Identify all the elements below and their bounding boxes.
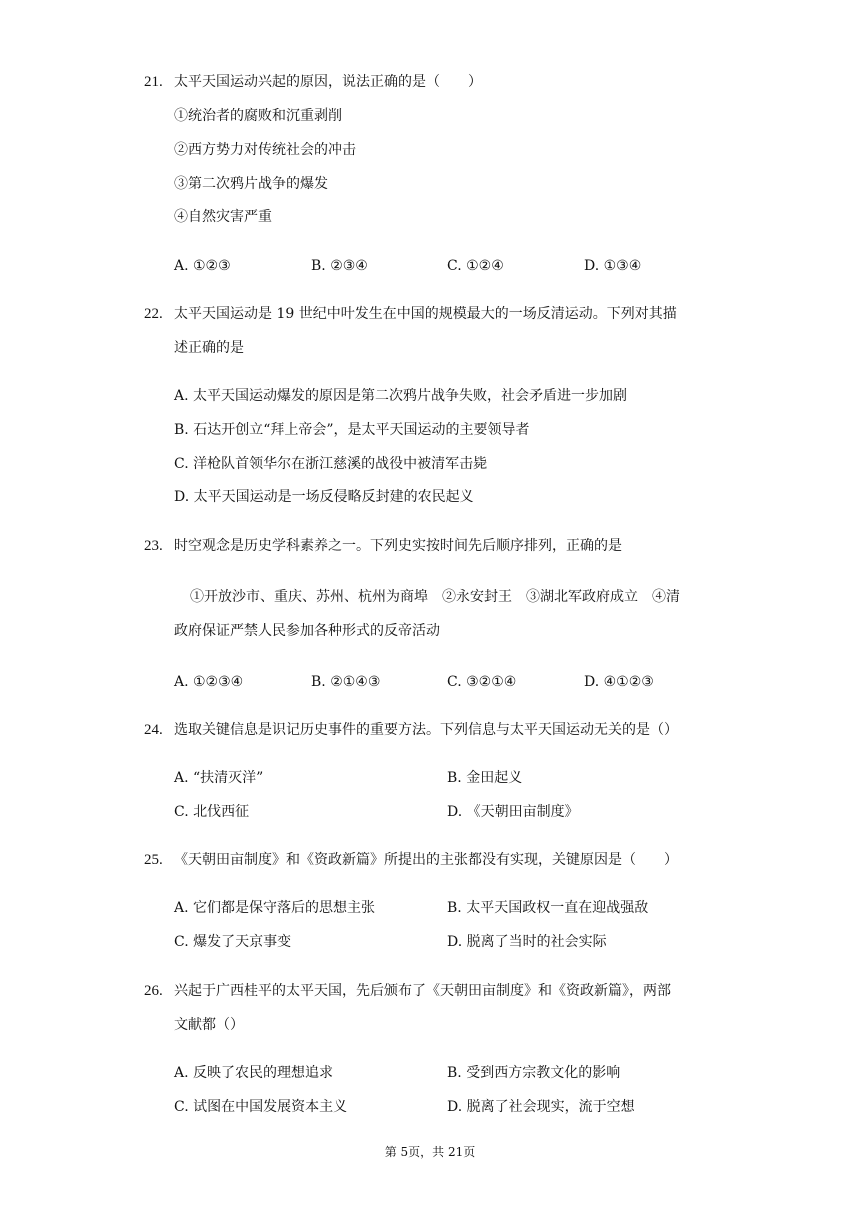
option-c: C. 试图在中国发展资本主义 <box>174 1099 348 1115</box>
option-d: D. ④①②③ <box>584 674 654 690</box>
question-number: 25. <box>144 852 163 868</box>
option-a: A. 它们都是保守落后的思想主张 <box>174 900 376 916</box>
question-number: 24. <box>144 722 163 738</box>
statement-item: ①开放沙市、重庆、苏州、杭州为商埠 ②永安封王 ③湖北军政府成立 ④清 <box>190 589 680 605</box>
question-stem: 太平天国运动兴起的原因，说法正确的是（ ） <box>174 74 482 90</box>
option-c: C. 爆发了天京事变 <box>174 934 292 950</box>
question-number: 21. <box>144 74 163 90</box>
question-stem: 选取关键信息是识记历史事件的重要方法。下列信息与太平天国运动无关的是（） <box>174 722 678 738</box>
option-d: D. 太平天国运动是一场反侵略反封建的农民起义 <box>174 489 474 505</box>
option-c: C. ①②④ <box>447 258 504 274</box>
option-b: B. 太平天国政权一直在迎战强敌 <box>447 900 649 916</box>
question-stem-continued: 文献都（） <box>174 1017 244 1033</box>
question-stem: 《天朝田亩制度》和《资政新篇》所提出的主张都没有实现，关键原因是（ ） <box>174 852 678 868</box>
statement-item: ②西方势力对传统社会的冲击 <box>174 142 356 158</box>
option-a: A. 太平天国运动爆发的原因是第二次鸦片战争失败，社会矛盾进一步加剧 <box>174 388 628 404</box>
option-a: A. ①②③④ <box>174 674 244 690</box>
option-d: D. ①③④ <box>584 258 642 274</box>
statement-item: ④自然灾害严重 <box>174 209 272 225</box>
option-b: B. 石达开创立“拜上帝会”，是太平天国运动的主要领导者 <box>174 422 530 438</box>
option-d: D. 脱离了当时的社会实际 <box>447 934 607 950</box>
option-b: B. 金田起义 <box>447 770 523 786</box>
option-b: B. ②①④③ <box>311 674 381 690</box>
option-c: C. ③②①④ <box>447 674 517 690</box>
option-c: C. 北伐西征 <box>174 804 250 820</box>
option-d: D. 脱离了社会现实，流于空想 <box>447 1099 635 1115</box>
option-b: B. 受到西方宗教文化的影响 <box>447 1065 621 1081</box>
question-number: 22. <box>144 306 163 322</box>
question-stem: 太平天国运动是 19 世纪中叶发生在中国的规模最大的一场反清运动。下列对其描 <box>174 306 677 322</box>
question-number: 23. <box>144 538 163 554</box>
question-number: 26. <box>144 983 163 999</box>
question-stem-continued: 述正确的是 <box>174 340 244 356</box>
statement-item: ①统治者的腐败和沉重剥削 <box>174 108 342 124</box>
option-d: D. 《天朝田亩制度》 <box>447 804 579 820</box>
option-c: C. 洋枪队首领华尔在浙江慈溪的战役中被清军击毙 <box>174 456 488 472</box>
option-a: A. ①②③ <box>174 258 231 274</box>
option-a: A. “扶清灭洋” <box>174 770 264 786</box>
question-stem: 兴起于广西桂平的太平天国，先后颁布了《天朝田亩制度》和《资政新篇》，两部 <box>174 983 671 999</box>
statement-item: ③第二次鸦片战争的爆发 <box>174 176 328 192</box>
statement-item-continued: 政府保证严禁人民参加各种形式的反帝活动 <box>174 623 440 639</box>
option-b: B. ②③④ <box>311 258 368 274</box>
option-a: A. 反映了农民的理想追求 <box>174 1065 334 1081</box>
question-stem: 时空观念是历史学科素养之一。下列史实按时间先后顺序排列，正确的是 <box>174 538 622 554</box>
page-footer: 第 5页，共 21页 <box>384 1145 476 1159</box>
